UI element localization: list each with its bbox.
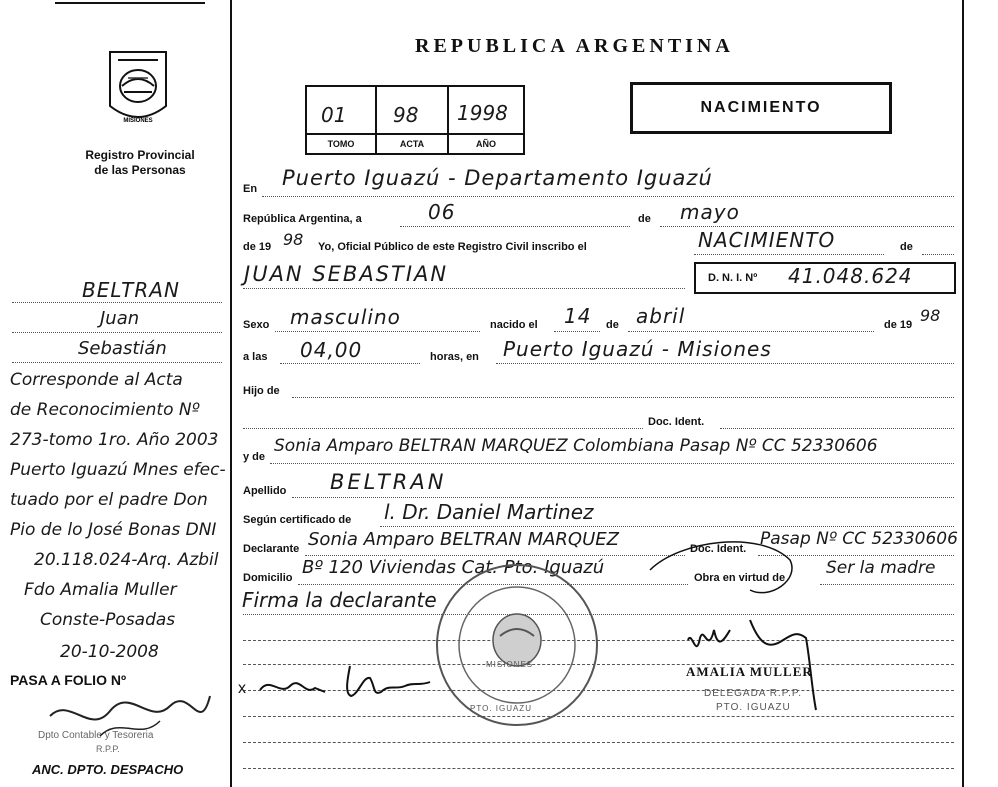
registry-line1: Registro Provincial (85, 148, 195, 162)
form-line (292, 497, 954, 498)
margin-name1: Juan (100, 308, 140, 329)
nacido-day: 14 (564, 304, 592, 328)
margin-stamp-rpp: R.P.P. (96, 744, 120, 754)
margin-note-line: Conste-Posadas (40, 610, 176, 630)
full-name-value: JUAN SEBASTIAN (244, 262, 449, 286)
inscribo-value: NACIMIENTO (698, 228, 836, 252)
form-line (275, 331, 480, 332)
day-value: 06 (428, 200, 456, 224)
margin-note-line: 20-10-2008 (60, 642, 159, 662)
certificado-label: Según certificado de (243, 514, 352, 526)
record-number-box (305, 85, 525, 155)
right-border (962, 0, 964, 787)
blank-line (243, 742, 954, 743)
officer-signature-icon (640, 530, 860, 730)
ano-cell (449, 87, 523, 153)
form-line (720, 428, 954, 429)
form-line (380, 526, 954, 527)
signature-mark: x (238, 680, 246, 697)
de-label: de (638, 213, 651, 225)
month-value: mayo (680, 200, 740, 224)
seal-bottom-text: PTO. IGUAZU (470, 704, 532, 713)
blank-line (243, 768, 954, 769)
margin-footer: ANC. DPTO. DESPACHO (32, 762, 184, 777)
alas-label: a las (243, 351, 268, 363)
sexo-label: Sexo (243, 319, 270, 331)
nacido-year: 98 (920, 306, 941, 325)
y-de-label: y de (243, 451, 266, 463)
declarante-value: Sonia Amparo BELTRAN MARQUEZ (308, 529, 619, 550)
nacido-month: abril (636, 304, 686, 328)
acta-label: ACTA (377, 133, 447, 149)
seal-inner-text: MISIONES (486, 660, 534, 669)
apellido-label: Apellido (243, 485, 287, 497)
obra-label: Obra en virtud de (694, 572, 786, 584)
form-line (243, 288, 685, 289)
dni-box (694, 262, 956, 294)
tomo-cell (307, 87, 377, 153)
madre-value: Sonia Amparo BELTRAN MARQUEZ Colombiana Pasap Nº CC 52330606 (274, 436, 878, 456)
officer-place: PTO. IGUAZU (716, 702, 791, 713)
provincial-coat-of-arms-icon (104, 48, 172, 130)
obra-value: Ser la madre (826, 558, 936, 578)
officer-title: DELEGADA R.P.P. (704, 688, 803, 699)
form-line (280, 363, 420, 364)
apellido-value: BELTRAN (330, 470, 447, 494)
doc-ident-label2: Doc. Ident. (690, 543, 747, 555)
ano-label: AÑO (449, 133, 523, 149)
form-line (660, 226, 954, 227)
act-type-box: NACIMIENTO (630, 82, 892, 134)
en-label: En (243, 183, 258, 195)
form-line (262, 196, 954, 197)
declarante-doc: Pasap Nº CC 52330606 (760, 529, 958, 549)
form-line (496, 363, 954, 364)
margin-note-line: Pio de lo José Bonas DNI (10, 520, 217, 540)
de-label3: de (606, 319, 619, 331)
left-top-rule (55, 2, 205, 4)
dni-value: 41.048.624 (788, 264, 913, 288)
de19-label2: de 19 (884, 319, 913, 331)
de19-label: de 19 (243, 241, 272, 253)
form-line (922, 254, 954, 255)
ano-value: 1998 (457, 101, 508, 125)
certificado-value: l. Dr. Daniel Martinez (384, 500, 594, 524)
form-line (554, 331, 600, 332)
doc-ident-label: Doc. Ident. (648, 416, 705, 428)
place-value: Puerto Iguazú - Departamento Iguazú (282, 166, 713, 190)
republica-label: República Argentina, a (243, 213, 362, 225)
dni-label: D. N. I. Nº (708, 272, 758, 284)
margin-divider (230, 0, 232, 787)
acta-value: 98 (393, 103, 419, 127)
form-line (694, 254, 884, 255)
nacido-label: nacido el (490, 319, 538, 331)
tomo-value: 01 (321, 103, 347, 127)
margin-stamp-folio: PASA A FOLIO Nº (10, 672, 127, 688)
margin-line (12, 302, 222, 303)
firma-value: Firma la declarante (242, 588, 437, 612)
svg-text:MISIONES: MISIONES (123, 118, 153, 124)
margin-note-line: tuado por el padre Don (10, 490, 208, 510)
margin-name2: Sebastián (78, 338, 167, 359)
margin-note-line: Puerto Iguazú Mnes efec- (10, 460, 226, 480)
form-line (243, 428, 643, 429)
year-value: 98 (283, 230, 304, 249)
margin-stamp-dept: Dpto Contable y Tesoreria (38, 730, 154, 741)
declarante-label: Declarante (243, 543, 300, 555)
form-line (305, 555, 685, 556)
margin-note-line: Corresponde al Acta (10, 370, 183, 390)
hijo-label: Hijo de (243, 385, 280, 397)
domicilio-label: Domicilio (243, 572, 293, 584)
margin-surname: BELTRAN (82, 278, 180, 302)
acta-cell (377, 87, 449, 153)
officer-name: AMALIA MULLER (686, 664, 813, 679)
margin-note-line: Fdo Amalia Muller (24, 580, 177, 600)
lugar-value: Puerto Iguazú - Misiones (503, 337, 772, 361)
form-line (400, 226, 630, 227)
horas-label: horas, en (430, 351, 479, 363)
domicilio-value: Bº 120 Viviendas Cat. Pto. Iguazú (302, 557, 605, 578)
registry-name (60, 148, 220, 178)
hora-value: 04,00 (300, 338, 363, 362)
margin-line (12, 332, 222, 333)
registry-line2: de las Personas (94, 163, 186, 177)
margin-note-line: 20.118.024-Arq. Azbil (34, 550, 219, 570)
margin-note-line: de Reconocimiento Nº (10, 400, 200, 420)
oficial-text: Yo, Oficial Público de este Registro Civil inscribo el (318, 241, 587, 253)
margin-signature-icon (40, 686, 220, 746)
margin-note-line: 273-tomo 1ro. Año 2003 (10, 430, 219, 450)
sexo-value: masculino (290, 305, 401, 329)
de-label2: de (900, 241, 913, 253)
margin-line (12, 362, 222, 363)
form-line (628, 331, 874, 332)
form-line (292, 397, 954, 398)
declarant-signature-icon (255, 656, 445, 706)
country-title: REPUBLICA ARGENTINA (415, 35, 734, 57)
tomo-label: TOMO (307, 133, 375, 149)
form-line (270, 463, 954, 464)
